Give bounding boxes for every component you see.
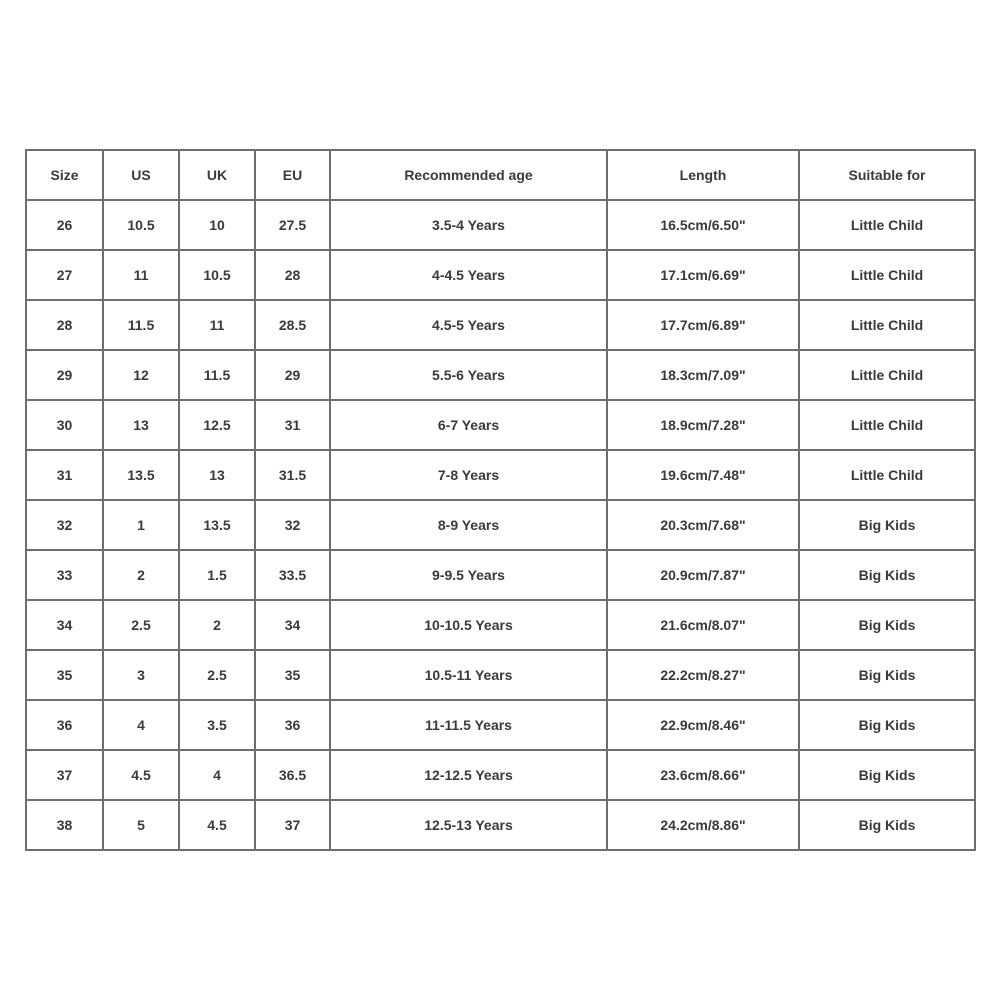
cell-suitable-for: Little Child xyxy=(799,300,975,350)
cell-eu: 36.5 xyxy=(255,750,330,800)
cell-length: 20.3cm/7.68" xyxy=(607,500,799,550)
table-row xyxy=(26,800,975,850)
cell-us: 3 xyxy=(103,650,179,700)
cell-us: 13.5 xyxy=(103,450,179,500)
header-eu: EU xyxy=(255,150,330,200)
cell-recommended-age: 7-8 Years xyxy=(330,450,607,500)
cell-eu: 35 xyxy=(255,650,330,700)
table-body xyxy=(26,200,975,850)
cell-suitable-for: Little Child xyxy=(799,450,975,500)
table-row xyxy=(26,700,975,750)
cell-size: 32 xyxy=(26,500,103,550)
cell-length: 22.9cm/8.46" xyxy=(607,700,799,750)
cell-uk: 2.5 xyxy=(179,650,255,700)
cell-recommended-age: 4.5-5 Years xyxy=(330,300,607,350)
cell-length: 17.1cm/6.69" xyxy=(607,250,799,300)
cell-uk: 13 xyxy=(179,450,255,500)
cell-suitable-for: Big Kids xyxy=(799,750,975,800)
header-recommended-age: Recommended age xyxy=(330,150,607,200)
cell-length: 24.2cm/8.86" xyxy=(607,800,799,850)
cell-eu: 28 xyxy=(255,250,330,300)
cell-recommended-age: 8-9 Years xyxy=(330,500,607,550)
cell-eu: 31.5 xyxy=(255,450,330,500)
cell-uk: 11 xyxy=(179,300,255,350)
cell-recommended-age: 5.5-6 Years xyxy=(330,350,607,400)
cell-suitable-for: Big Kids xyxy=(799,550,975,600)
cell-uk: 2 xyxy=(179,600,255,650)
table-row xyxy=(26,750,975,800)
cell-length: 18.9cm/7.28" xyxy=(607,400,799,450)
cell-suitable-for: Little Child xyxy=(799,250,975,300)
cell-suitable-for: Little Child xyxy=(799,350,975,400)
cell-length: 16.5cm/6.50" xyxy=(607,200,799,250)
header-suitable-for: Suitable for xyxy=(799,150,975,200)
cell-recommended-age: 4-4.5 Years xyxy=(330,250,607,300)
cell-uk: 12.5 xyxy=(179,400,255,450)
cell-eu: 33.5 xyxy=(255,550,330,600)
cell-size: 28 xyxy=(26,300,103,350)
cell-suitable-for: Little Child xyxy=(799,200,975,250)
cell-length: 22.2cm/8.27" xyxy=(607,650,799,700)
header-uk: UK xyxy=(179,150,255,200)
cell-recommended-age: 3.5-4 Years xyxy=(330,200,607,250)
cell-us: 4.5 xyxy=(103,750,179,800)
cell-suitable-for: Big Kids xyxy=(799,650,975,700)
cell-size: 38 xyxy=(26,800,103,850)
cell-size: 34 xyxy=(26,600,103,650)
cell-recommended-age: 12.5-13 Years xyxy=(330,800,607,850)
cell-recommended-age: 6-7 Years xyxy=(330,400,607,450)
cell-eu: 34 xyxy=(255,600,330,650)
cell-eu: 37 xyxy=(255,800,330,850)
cell-us: 11 xyxy=(103,250,179,300)
cell-uk: 11.5 xyxy=(179,350,255,400)
cell-size: 37 xyxy=(26,750,103,800)
cell-length: 19.6cm/7.48" xyxy=(607,450,799,500)
cell-us: 13 xyxy=(103,400,179,450)
cell-length: 21.6cm/8.07" xyxy=(607,600,799,650)
table-row xyxy=(26,200,975,250)
cell-recommended-age: 9-9.5 Years xyxy=(330,550,607,600)
size-chart-table xyxy=(25,149,976,851)
header-size: Size xyxy=(26,150,103,200)
cell-eu: 28.5 xyxy=(255,300,330,350)
cell-eu: 27.5 xyxy=(255,200,330,250)
cell-recommended-age: 10-10.5 Years xyxy=(330,600,607,650)
cell-eu: 36 xyxy=(255,700,330,750)
cell-size: 35 xyxy=(26,650,103,700)
header-row xyxy=(26,150,975,200)
header-length: Length xyxy=(607,150,799,200)
cell-suitable-for: Big Kids xyxy=(799,600,975,650)
cell-recommended-age: 11-11.5 Years xyxy=(330,700,607,750)
cell-us: 10.5 xyxy=(103,200,179,250)
cell-suitable-for: Big Kids xyxy=(799,500,975,550)
table-row xyxy=(26,300,975,350)
cell-uk: 1.5 xyxy=(179,550,255,600)
cell-length: 23.6cm/8.66" xyxy=(607,750,799,800)
cell-length: 20.9cm/7.87" xyxy=(607,550,799,600)
cell-size: 33 xyxy=(26,550,103,600)
cell-uk: 10.5 xyxy=(179,250,255,300)
cell-size: 26 xyxy=(26,200,103,250)
cell-us: 11.5 xyxy=(103,300,179,350)
table-row xyxy=(26,450,975,500)
cell-us: 1 xyxy=(103,500,179,550)
cell-eu: 31 xyxy=(255,400,330,450)
cell-size: 27 xyxy=(26,250,103,300)
cell-us: 2.5 xyxy=(103,600,179,650)
table-row xyxy=(26,600,975,650)
table-row xyxy=(26,550,975,600)
cell-uk: 3.5 xyxy=(179,700,255,750)
cell-uk: 10 xyxy=(179,200,255,250)
cell-suitable-for: Big Kids xyxy=(799,700,975,750)
cell-eu: 29 xyxy=(255,350,330,400)
table-row xyxy=(26,650,975,700)
cell-size: 36 xyxy=(26,700,103,750)
cell-eu: 32 xyxy=(255,500,330,550)
cell-length: 18.3cm/7.09" xyxy=(607,350,799,400)
cell-size: 29 xyxy=(26,350,103,400)
table-row xyxy=(26,250,975,300)
header-us: US xyxy=(103,150,179,200)
cell-us: 12 xyxy=(103,350,179,400)
cell-size: 30 xyxy=(26,400,103,450)
cell-uk: 4 xyxy=(179,750,255,800)
cell-us: 4 xyxy=(103,700,179,750)
cell-recommended-age: 12-12.5 Years xyxy=(330,750,607,800)
table-row xyxy=(26,500,975,550)
cell-recommended-age: 10.5-11 Years xyxy=(330,650,607,700)
cell-length: 17.7cm/6.89" xyxy=(607,300,799,350)
cell-uk: 4.5 xyxy=(179,800,255,850)
cell-us: 5 xyxy=(103,800,179,850)
table-row xyxy=(26,400,975,450)
cell-suitable-for: Little Child xyxy=(799,400,975,450)
cell-uk: 13.5 xyxy=(179,500,255,550)
cell-size: 31 xyxy=(26,450,103,500)
cell-suitable-for: Big Kids xyxy=(799,800,975,850)
table-row xyxy=(26,350,975,400)
cell-us: 2 xyxy=(103,550,179,600)
